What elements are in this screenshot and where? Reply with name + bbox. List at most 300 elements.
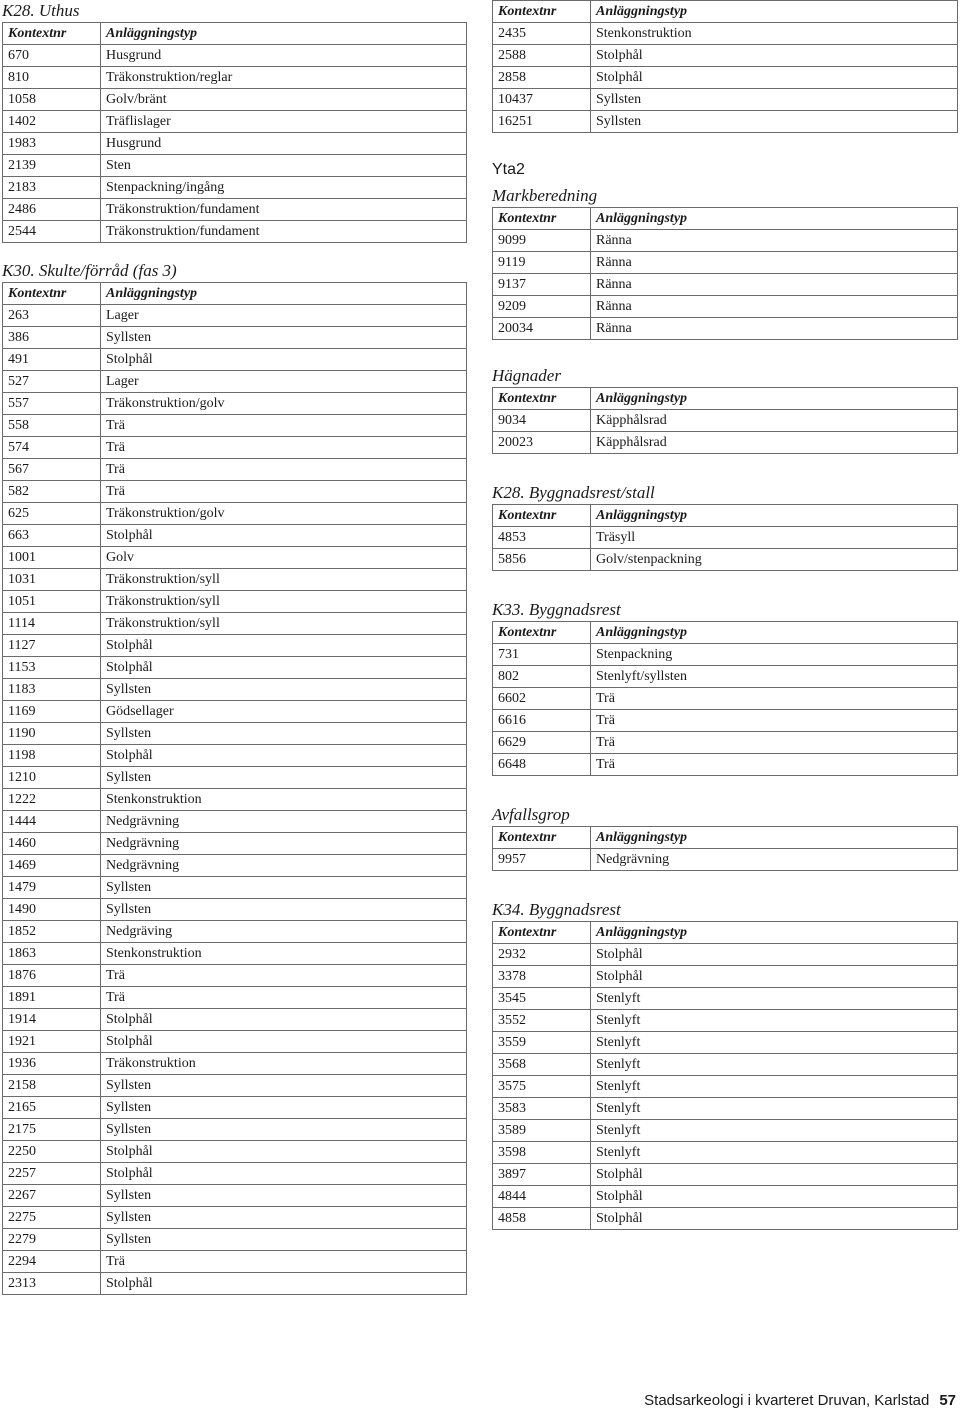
kontextnr-cell: 1460 [3,833,101,855]
table-row [3,1273,467,1295]
anlaggningstyp-cell: Syllsten [101,899,467,921]
kontextnr-cell: 1490 [3,899,101,921]
kontextnr-cell: 731 [493,644,591,666]
kontextnr-cell: 567 [3,459,101,481]
table-row [493,432,958,454]
anlaggningstyp-cell: Golv [101,547,467,569]
kontextnr-cell: 9119 [493,252,591,274]
table-row [3,1009,467,1031]
anlaggningstyp-cell: Syllsten [101,1185,467,1207]
anlaggningstyp-cell: Stenlyft [591,1098,958,1120]
anlaggningstyp-cell: Stolphål [101,635,467,657]
kontextnr-cell: 2279 [3,1229,101,1251]
header-anlaggningstyp: Anläggningstyp [101,23,467,45]
kontextnr-cell: 1983 [3,133,101,155]
table-row [493,45,958,67]
kontextnr-cell: 670 [3,45,101,67]
kontextnr-cell: 557 [3,393,101,415]
header-kontextnr: Kontextnr [493,827,591,849]
anlaggningstyp-cell: Träkonstruktion/syll [101,613,467,635]
table-row [493,710,958,732]
table-row [3,67,467,89]
kontextnr-cell: 386 [3,327,101,349]
section-markberedning [492,185,958,340]
table-row [493,1076,958,1098]
table-row [493,67,958,89]
anlaggningstyp-cell: Stenkonstruktion [101,789,467,811]
table-row [3,503,467,525]
kontextnr-cell: 3378 [493,966,591,988]
table-row [3,899,467,921]
header-anlaggningstyp: Anläggningstyp [591,388,958,410]
anlaggningstyp-cell: Stolphål [591,966,958,988]
table-row [3,393,467,415]
table-row [3,547,467,569]
page-number: 57 [939,1392,956,1409]
anlaggningstyp-cell: Stolphål [591,1186,958,1208]
kontextnr-cell: 2165 [3,1097,101,1119]
table-row [493,549,958,571]
table-row [3,437,467,459]
anlaggningstyp-cell: Trä [101,481,467,503]
anlaggningstyp-cell: Golv/bränt [101,89,467,111]
kontextnr-cell: 3552 [493,1010,591,1032]
anlaggningstyp-cell: Syllsten [591,89,958,111]
context-table [492,504,958,571]
header-kontextnr: Kontextnr [493,388,591,410]
anlaggningstyp-cell: Stenkonstruktion [101,943,467,965]
kontextnr-cell: 3897 [493,1164,591,1186]
kontextnr-cell: 810 [3,67,101,89]
kontextnr-cell: 1183 [3,679,101,701]
anlaggningstyp-cell: Stolphål [101,1141,467,1163]
table-row [3,679,467,701]
header-anlaggningstyp: Anläggningstyp [591,505,958,527]
context-table [492,0,958,133]
kontextnr-cell: 20023 [493,432,591,454]
section-hagnader [492,365,958,454]
kontextnr-cell: 6629 [493,732,591,754]
table-row [3,1251,467,1273]
kontextnr-cell: 1058 [3,89,101,111]
kontextnr-cell: 2588 [493,45,591,67]
section-title: K28. Uthus [2,1,80,20]
table-header-row [493,388,958,410]
kontextnr-cell: 1153 [3,657,101,679]
table-row [3,1163,467,1185]
section-k30-skulte [2,260,467,1295]
table-row [493,318,958,340]
kontextnr-cell: 2932 [493,944,591,966]
anlaggningstyp-cell: Stenlyft [591,1010,958,1032]
table-header-row [493,827,958,849]
anlaggningstyp-cell: Stenlyft/syllsten [591,666,958,688]
anlaggningstyp-cell: Husgrund [101,45,467,67]
anlaggningstyp-cell: Syllsten [101,1097,467,1119]
section-title: K30. Skulte/förråd (fas 3) [2,261,177,280]
footer-title: Stadsarkeologi i kvarteret Druvan, Karlstad [644,1392,930,1409]
anlaggningstyp-cell: Golv/stenpackning [591,549,958,571]
anlaggningstyp-cell: Stolphål [101,1163,467,1185]
table-row [3,371,467,393]
anlaggningstyp-cell: Träkonstruktion/fundament [101,221,467,243]
header-anlaggningstyp: Anläggningstyp [101,283,467,305]
header-anlaggningstyp: Anläggningstyp [591,208,958,230]
table-row [3,89,467,111]
table-row [3,789,467,811]
anlaggningstyp-cell: Stolphål [591,45,958,67]
kontextnr-cell: 3568 [493,1054,591,1076]
anlaggningstyp-cell: Stenlyft [591,1142,958,1164]
table-row [3,613,467,635]
anlaggningstyp-cell: Stolphål [101,1009,467,1031]
kontextnr-cell: 2183 [3,177,101,199]
anlaggningstyp-cell: Stenlyft [591,1032,958,1054]
anlaggningstyp-cell: Trä [591,710,958,732]
table-row [3,155,467,177]
kontextnr-cell: 1479 [3,877,101,899]
kontextnr-cell: 6648 [493,754,591,776]
table-row [3,965,467,987]
anlaggningstyp-cell: Stolphål [591,67,958,89]
kontextnr-cell: 2275 [3,1207,101,1229]
anlaggningstyp-cell: Nedgrävning [591,849,958,871]
table-header-row [493,505,958,527]
kontextnr-cell: 3545 [493,988,591,1010]
anlaggningstyp-cell: Trä [591,732,958,754]
anlaggningstyp-cell: Trä [101,459,467,481]
kontextnr-cell: 574 [3,437,101,459]
table-row [3,1141,467,1163]
kontextnr-cell: 527 [3,371,101,393]
section-k34 [492,899,958,1230]
kontextnr-cell: 2250 [3,1141,101,1163]
kontextnr-cell: 9034 [493,410,591,432]
anlaggningstyp-cell: Syllsten [101,327,467,349]
anlaggningstyp-cell: Syllsten [101,877,467,899]
kontextnr-cell: 6602 [493,688,591,710]
anlaggningstyp-cell: Nedgrävning [101,855,467,877]
anlaggningstyp-cell: Stenlyft [591,1054,958,1076]
kontextnr-cell: 1891 [3,987,101,1009]
anlaggningstyp-cell: Stolphål [591,944,958,966]
header-anlaggningstyp: Anläggningstyp [591,827,958,849]
kontextnr-cell: 4858 [493,1208,591,1230]
table-row [493,527,958,549]
kontextnr-cell: 1001 [3,547,101,569]
table-row [3,569,467,591]
anlaggningstyp-cell: Stolphål [591,1164,958,1186]
header-kontextnr: Kontextnr [493,622,591,644]
kontextnr-cell: 1031 [3,569,101,591]
anlaggningstyp-cell: Sten [101,155,467,177]
context-table [492,387,958,454]
anlaggningstyp-cell: Ränna [591,252,958,274]
table-row [493,1208,958,1230]
kontextnr-cell: 20034 [493,318,591,340]
table-row [493,754,958,776]
kontextnr-cell: 9957 [493,849,591,871]
anlaggningstyp-cell: Träkonstruktion/reglar [101,67,467,89]
anlaggningstyp-cell: Träkonstruktion [101,1053,467,1075]
kontextnr-cell: 5856 [493,549,591,571]
anlaggningstyp-cell: Träkonstruktion/syll [101,591,467,613]
kontextnr-cell: 1210 [3,767,101,789]
table-row [493,1098,958,1120]
kontextnr-cell: 16251 [493,111,591,133]
table-row [493,252,958,274]
table-row [493,1164,958,1186]
kontextnr-cell: 1863 [3,943,101,965]
kontextnr-cell: 2486 [3,199,101,221]
header-anlaggningstyp: Anläggningstyp [591,622,958,644]
context-table [2,282,467,1295]
kontextnr-cell: 3598 [493,1142,591,1164]
anlaggningstyp-cell: Nedgrävning [101,811,467,833]
table-row [3,1097,467,1119]
anlaggningstyp-cell: Syllsten [101,1075,467,1097]
kontextnr-cell: 2158 [3,1075,101,1097]
table-row [493,1120,958,1142]
anlaggningstyp-cell: Nedgrävning [101,833,467,855]
table-row [3,943,467,965]
anlaggningstyp-cell: Syllsten [101,1119,467,1141]
anlaggningstyp-cell: Käpphålsrad [591,432,958,454]
section-k28-uthus [2,0,467,243]
header-anlaggningstyp: Anläggningstyp [591,922,958,944]
table-row [3,45,467,67]
kontextnr-cell: 1198 [3,745,101,767]
table-row [3,221,467,243]
kontextnr-cell: 9099 [493,230,591,252]
kontextnr-cell: 3589 [493,1120,591,1142]
table-row [3,1185,467,1207]
table-row [3,1207,467,1229]
table-row [3,855,467,877]
table-row [3,199,467,221]
table-row [3,481,467,503]
kontextnr-cell: 2435 [493,23,591,45]
anlaggningstyp-cell: Nedgräving [101,921,467,943]
kontextnr-cell: 1402 [3,111,101,133]
header-kontextnr: Kontextnr [493,208,591,230]
section-avfallsgrop [492,804,958,871]
anlaggningstyp-cell: Träkonstruktion/fundament [101,199,467,221]
kontextnr-cell: 6616 [493,710,591,732]
anlaggningstyp-cell: Trä [101,1251,467,1273]
table-row [3,635,467,657]
anlaggningstyp-cell: Gödsellager [101,701,467,723]
kontextnr-cell: 3559 [493,1032,591,1054]
anlaggningstyp-cell: Syllsten [101,1207,467,1229]
anlaggningstyp-cell: Stenpackning/ingång [101,177,467,199]
table-row [493,944,958,966]
anlaggningstyp-cell: Husgrund [101,133,467,155]
table-row [493,1032,958,1054]
table-row [493,23,958,45]
anlaggningstyp-cell: Syllsten [591,111,958,133]
table-row [493,410,958,432]
kontextnr-cell: 10437 [493,89,591,111]
table-row [493,1010,958,1032]
anlaggningstyp-cell: Trä [101,965,467,987]
table-row [493,666,958,688]
table-row [3,987,467,1009]
left-column [2,0,467,1295]
kontextnr-cell: 1222 [3,789,101,811]
table-row [3,591,467,613]
kontextnr-cell: 263 [3,305,101,327]
kontextnr-cell: 1169 [3,701,101,723]
kontextnr-cell: 1114 [3,613,101,635]
anlaggningstyp-cell: Stolphål [101,745,467,767]
table-row [493,1186,958,1208]
anlaggningstyp-cell: Syllsten [101,723,467,745]
anlaggningstyp-cell: Stolphål [101,657,467,679]
anlaggningstyp-cell: Stenlyft [591,1076,958,1098]
table-header-row [493,622,958,644]
kontextnr-cell: 2139 [3,155,101,177]
table-row [3,1119,467,1141]
anlaggningstyp-cell: Stenkonstruktion [591,23,958,45]
kontextnr-cell: 663 [3,525,101,547]
anlaggningstyp-cell: Trä [591,754,958,776]
anlaggningstyp-cell: Träkonstruktion/syll [101,569,467,591]
section-title: K34. Byggnadsrest [492,900,621,919]
table-row [3,657,467,679]
context-table [492,826,958,871]
kontextnr-cell: 1936 [3,1053,101,1075]
table-row [3,1075,467,1097]
section-continued [492,0,958,133]
kontextnr-cell: 1852 [3,921,101,943]
table-row [3,305,467,327]
kontextnr-cell: 9209 [493,296,591,318]
section-title: K33. Byggnadsrest [492,600,621,619]
table-row [3,327,467,349]
context-table [492,921,958,1230]
header-kontextnr: Kontextnr [3,283,101,305]
table-row [3,1031,467,1053]
table-row [493,230,958,252]
context-table [492,621,958,776]
table-header-row [493,922,958,944]
anlaggningstyp-cell: Ränna [591,230,958,252]
right-column [492,0,958,1230]
kontextnr-cell: 625 [3,503,101,525]
table-row [493,688,958,710]
header-kontextnr: Kontextnr [493,505,591,527]
kontextnr-cell: 3575 [493,1076,591,1098]
anlaggningstyp-cell: Trä [101,415,467,437]
table-row [3,111,467,133]
anlaggningstyp-cell: Trä [101,987,467,1009]
kontextnr-cell: 2858 [493,67,591,89]
anlaggningstyp-cell: Trä [101,437,467,459]
table-row [3,349,467,371]
anlaggningstyp-cell: Syllsten [101,767,467,789]
table-row [493,732,958,754]
anlaggningstyp-cell: Stolphål [101,525,467,547]
section-k28-stall [492,482,958,571]
table-row [493,1054,958,1076]
table-row [3,525,467,547]
anlaggningstyp-cell: Stenlyft [591,988,958,1010]
area-heading: Yta2 [492,161,525,178]
table-header-row [3,283,467,305]
kontextnr-cell: 2294 [3,1251,101,1273]
header-kontextnr: Kontextnr [493,1,591,23]
kontextnr-cell: 1444 [3,811,101,833]
kontextnr-cell: 9137 [493,274,591,296]
kontextnr-cell: 1190 [3,723,101,745]
anlaggningstyp-cell: Stolphål [101,1031,467,1053]
section-title: K28. Byggnadsrest/stall [492,483,655,502]
anlaggningstyp-cell: Träkonstruktion/golv [101,503,467,525]
anlaggningstyp-cell: Lager [101,371,467,393]
kontextnr-cell: 582 [3,481,101,503]
header-anlaggningstyp: Anläggningstyp [591,1,958,23]
kontextnr-cell: 4844 [493,1186,591,1208]
anlaggningstyp-cell: Ränna [591,318,958,340]
section-k33 [492,599,958,776]
anlaggningstyp-cell: Ränna [591,296,958,318]
table-row [3,767,467,789]
table-row [493,849,958,871]
anlaggningstyp-cell: Träsyll [591,527,958,549]
anlaggningstyp-cell: Träflislager [101,111,467,133]
table-row [3,921,467,943]
kontextnr-cell: 1914 [3,1009,101,1031]
header-kontextnr: Kontextnr [3,23,101,45]
table-header-row [3,23,467,45]
kontextnr-cell: 1127 [3,635,101,657]
anlaggningstyp-cell: Stenlyft [591,1120,958,1142]
table-row [493,1142,958,1164]
anlaggningstyp-cell: Trä [591,688,958,710]
table-row [3,745,467,767]
table-row [493,274,958,296]
table-row [3,1053,467,1075]
table-row [3,811,467,833]
anlaggningstyp-cell: Stenpackning [591,644,958,666]
anlaggningstyp-cell: Stolphål [101,1273,467,1295]
anlaggningstyp-cell: Ränna [591,274,958,296]
kontextnr-cell: 2257 [3,1163,101,1185]
table-row [493,644,958,666]
anlaggningstyp-cell: Stolphål [591,1208,958,1230]
kontextnr-cell: 2175 [3,1119,101,1141]
anlaggningstyp-cell: Lager [101,305,467,327]
header-kontextnr: Kontextnr [493,922,591,944]
section-title: Hägnader [492,366,561,385]
table-row [493,988,958,1010]
anlaggningstyp-cell: Träkonstruktion/golv [101,393,467,415]
kontextnr-cell: 3583 [493,1098,591,1120]
table-header-row [493,208,958,230]
kontextnr-cell: 2313 [3,1273,101,1295]
kontextnr-cell: 2267 [3,1185,101,1207]
anlaggningstyp-cell: Syllsten [101,1229,467,1251]
table-row [493,296,958,318]
section-title: Avfallsgrop [492,805,570,824]
page-footer [644,1391,956,1411]
table-header-row [493,1,958,23]
section-title: Markberedning [492,186,598,205]
table-row [493,111,958,133]
anlaggningstyp-cell: Käpphålsrad [591,410,958,432]
kontextnr-cell: 802 [493,666,591,688]
